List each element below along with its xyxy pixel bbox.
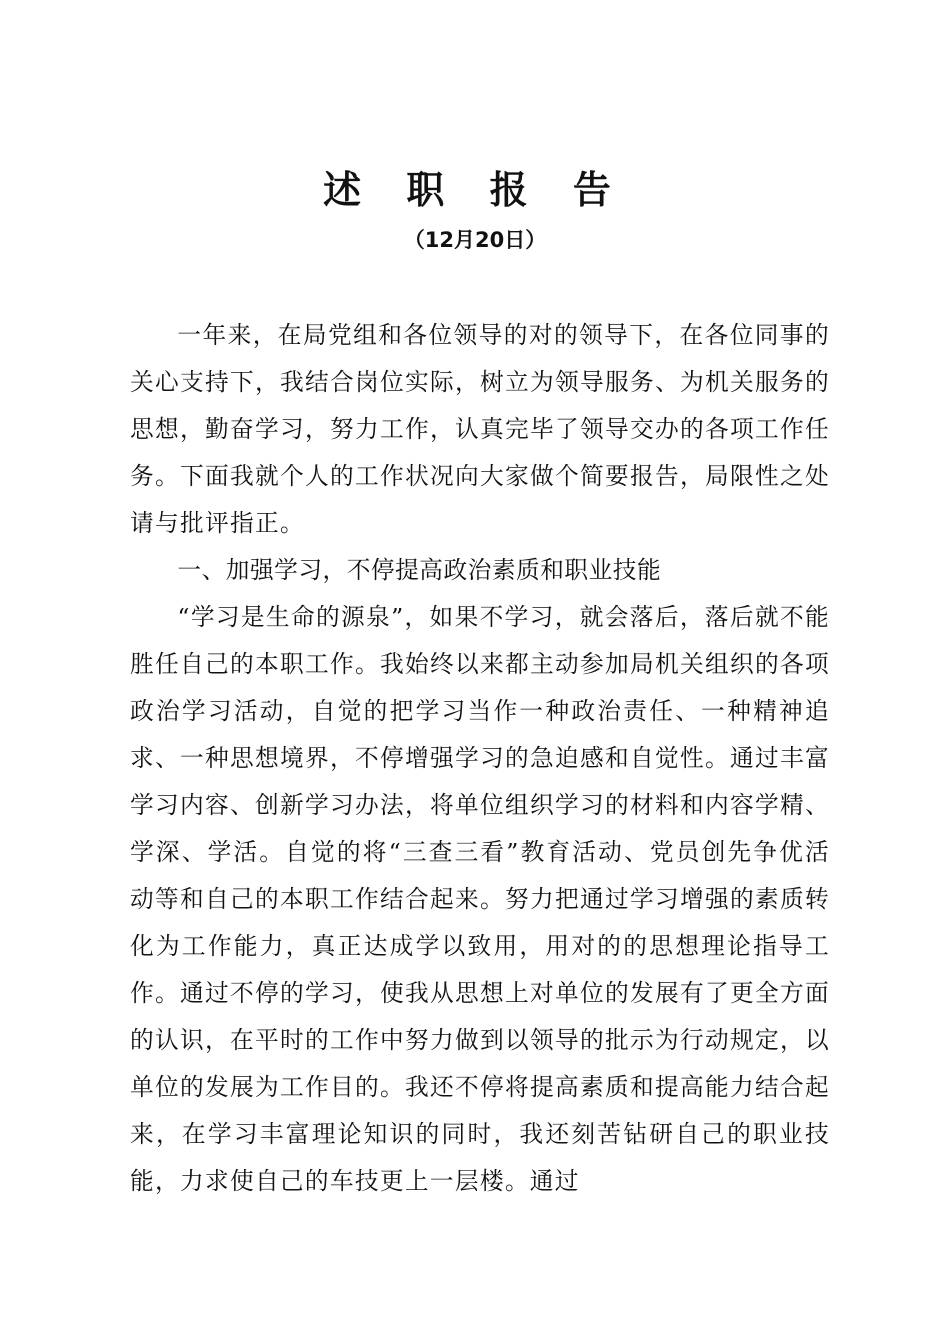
body-paragraph: “学习是生命的源泉”，如果不学习，就会落后，落后就不能胜任自己的本职工作。我始终以来都主动参加局机关组织的各项政治学习活动，自觉的把学习当作一种政治责任、一种精神追求、一种思想境界，不停增强学习的急迫感和自觉性。通过丰富学习内容、创新学习办法，将单位组织学习的材料和内容学精、学深、学活。自觉的将“三查三看”教育活动、党员创先争优活动等和自己的本职工作结合起来。努力把通过学习增强的素质转化为工作能力，真正达成学以致用，用对的的思想理论指导工作。通过不停的学习，使我从思想上对单位的发展有了更全方面的认识，在平时的工作中努力做到以领导的批示为行动规定，以单位的发展为工作目的。我还不停将提高素质和提高能力结合起来，在学习丰富理论知识的同时，我还刻苦钻研自己的职业技能，力求使自己的车技更上一层楼。通过 bbox=[130, 603, 830, 1195]
document-date: （12月20日） bbox=[403, 228, 547, 252]
section-heading: 一、加强学习，不停提高政治素质和职业技能 bbox=[177, 556, 662, 584]
document-title: 述 职 报 告 bbox=[323, 167, 627, 212]
intro-paragraph: 一年来，在局党组和各位领导的对的领导下，在各位同事的关心支持下，我结合岗位实际，树立为领导服务、为机关服务的思想，勤奋学习，努力工作，认真完毕了领导交办的各项工作任务。下面我就个人的工作状况向大家做个简要报告，局限性之处请与批评指正。 bbox=[130, 321, 830, 537]
document-body bbox=[130, 312, 830, 1205]
